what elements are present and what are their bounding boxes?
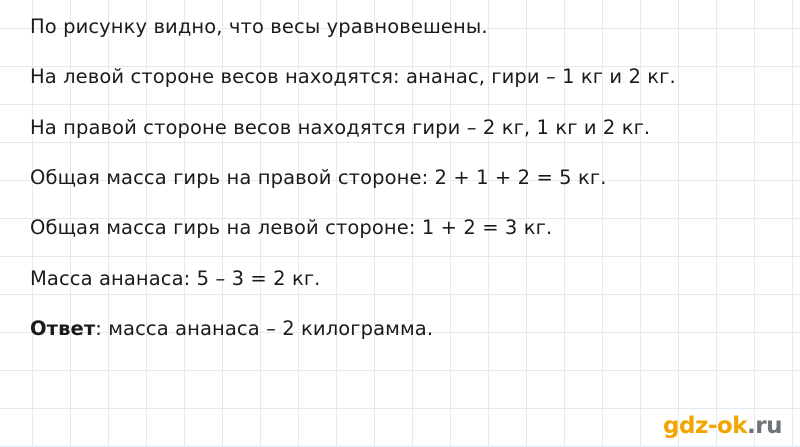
watermark-part-ru: .ru [747,413,782,439]
solution-line: Общая масса гирь на правой стороне: 2 + 1 + 2 = 5 кг. [30,165,607,189]
solution-text-block [30,14,784,342]
watermark-part-ok: ok [716,413,748,439]
answer-line [30,316,784,342]
solution-line: Масса ананаса: 5 – 3 = 2 кг. [30,266,321,290]
answer-text: : масса ананаса – 2 килограмма. [95,316,434,340]
site-watermark [663,413,782,439]
watermark-part-gdz: gdz [663,413,708,439]
solution-line: Общая масса гирь на левой стороне: 1 + 2 = 3 кг. [30,216,553,240]
watermark-part-dash: - [707,413,717,439]
solution-line: На правой стороне весов находятся гири – 2 кг, 1 кг и 2 кг. [30,115,651,139]
answer-label: Ответ [30,316,96,340]
solution-line: По рисунку видно, что весы уравновешены. [30,15,488,38]
solution-line: На левой стороне весов находятся: ананас, гири – 1 кг и 2 кг. [30,65,676,89]
